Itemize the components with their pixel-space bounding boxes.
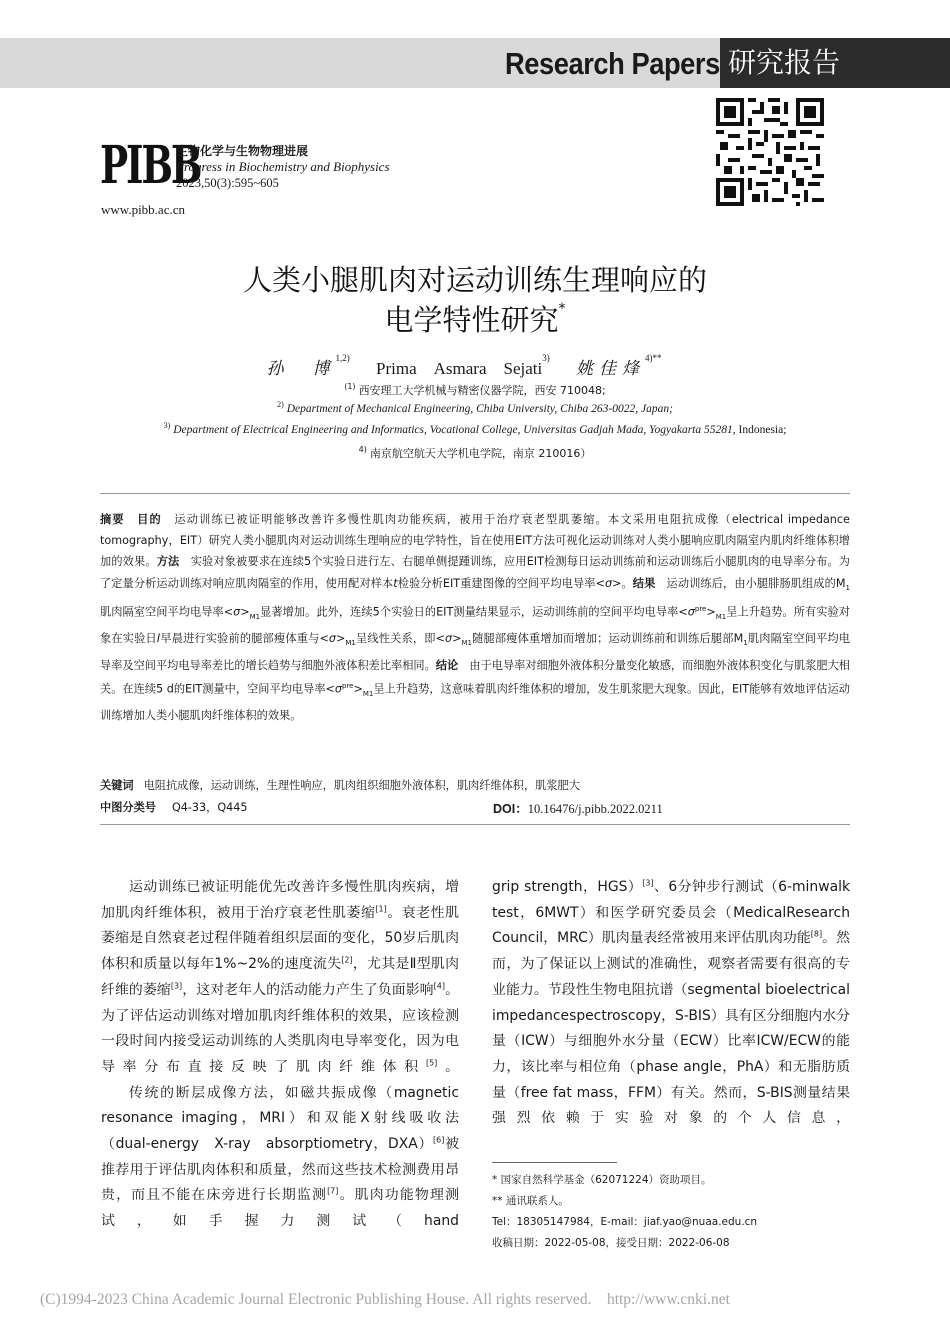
- qr-code-icon: [716, 98, 824, 206]
- abstract-results: 早晨进行实验前的腿部瘦体重与<: [160, 632, 329, 646]
- body-text: （magnetic resonance imaging，MRI）和双能X射线: [101, 1084, 459, 1127]
- author-name: Prima Asmara Sejati: [376, 359, 543, 378]
- body-text: Research Council，MRC）肌肉量表经常被用来评: [492, 904, 850, 947]
- abstract-conclusion: 由于电导率对细胞外液体积分量变化敏感，而细胞外液体积变化与肌浆肥大相关。在连续5 d的EIT测量中，空间平均电导率<: [100, 658, 850, 696]
- copyright-notice: (C)1994-2023 China Academic Journal Electronic Publishing House. All rights reserved. http://www.cnki.net: [40, 1291, 730, 1308]
- body-paragraph: [101, 1081, 473, 1235]
- body-text: 的能力，该比率与相位角（phase angle，PhA）和: [492, 1033, 850, 1075]
- body-text: 。肌肉功能物理测试，如手握力测试（hand: [101, 1187, 459, 1230]
- paper-title-line2: [0, 298, 950, 339]
- body-text: walk test，6MWT）和医学研究委员会（Medical: [492, 879, 850, 921]
- abstract-superscript: pre: [342, 681, 354, 690]
- affiliation: [0, 382, 950, 398]
- affiliation: [0, 400, 950, 415]
- abstract-symbol: σ: [444, 632, 453, 646]
- body-text: 层面的变化，50岁后肌肉体积和质量以每年1%~: [101, 930, 459, 973]
- abstract-divider-bottom: [100, 824, 850, 825]
- clc-label: 中图分类号: [100, 801, 156, 814]
- citation[interactable]: [8]: [810, 929, 823, 939]
- citation[interactable]: [3]: [170, 981, 183, 991]
- author-affiliation-mark: 1,2): [335, 353, 350, 364]
- footnote-contact[interactable]: Tel：18305147984，E-mail：jiaf.yao@nuaa.edu.cn: [492, 1216, 758, 1228]
- body-text: 缩: [360, 904, 376, 921]
- footnote-funding: * 国家自然科学基金（62071224）资助项目。: [492, 1174, 712, 1186]
- body-text: 评估运动训练对增加肌肉纤维体积的效果，应该检: [129, 1007, 446, 1024]
- body-text: 些技术检测费用昂贵，而且不能在床旁进行长期监: [101, 1161, 459, 1204]
- body-text: spectroscopy，S-BIS）具有区分细胞内水分量: [492, 1007, 850, 1050]
- body-text: 。: [437, 1058, 459, 1075]
- body-text: 无脂肪质量（free fat mass，FFM）有关。然而，: [492, 1058, 850, 1101]
- body-column-right: [492, 875, 850, 1132]
- footnote-dates: 收稿日期：2022-05-08，接受日期：2022-06-08: [492, 1237, 730, 1249]
- abstract-results: 显著增加。此外，连续5个实验日的EIT测量结果显示，运动训练前的空间平均电导率<: [260, 605, 688, 619]
- abstract-subscript: M1: [362, 689, 374, 698]
- abstract-results: 呈上升趋势。所有实验对象在实验日: [100, 605, 850, 646]
- abstract-methods: 检验分析EIT重建图像的空间平均电导率<: [397, 576, 605, 590]
- body-text: DXA）: [388, 1136, 434, 1153]
- abstract-results: 肌肉隔室空间平均电导率<: [100, 605, 234, 619]
- abstract-subscript: M1: [715, 613, 727, 622]
- abstract-methods: 实验对象被要求在连续5个实验日进行左、右腿单侧提踵训练，应用EIT检测每日运动训练前和运动训练后小腿肌肉的电导率分布。为了定量分析运动训练对响应肌肉隔室的作用，使用配对样本: [100, 555, 850, 590]
- keywords-text: 电阻抗成像，运动训练，生理性响应，肌肉组织细胞外液体积，肌肉纤维体积，肌浆肥大: [143, 779, 580, 792]
- affiliation-text: Department of Mechanical Engineering, Chiba University, Chiba 263-0022, Japan;: [286, 403, 673, 415]
- keywords: [100, 777, 850, 793]
- affiliation-number: 3): [163, 421, 171, 430]
- paper-title-text: 电学特性研究: [384, 303, 559, 337]
- abstract-subscript: M1: [345, 639, 356, 648]
- classification-number: [100, 799, 248, 815]
- affiliation: [0, 421, 950, 436]
- section-label-zh: 研究报告: [728, 46, 841, 79]
- body-text: 测: [311, 1187, 328, 1204]
- body-text: 测一段时间内接受运动训练的人类肌肉电导率变: [101, 1007, 459, 1050]
- affiliation: [0, 445, 950, 461]
- author-affiliation-mark: 4)**: [644, 353, 662, 364]
- body-text: 吸收法 （dual-energy X-ray absorptiometry，: [101, 1110, 473, 1153]
- citation[interactable]: [4]: [433, 981, 445, 991]
- citation[interactable]: [5]: [425, 1058, 438, 1068]
- author-name: 姚佳烽: [575, 359, 645, 379]
- body-text: 性，观察者需要有很高的专业能力。节段性生物电: [492, 956, 850, 998]
- body-text: S-BIS测量结果强烈依赖于实验对象的个人信息，: [492, 1084, 850, 1127]
- body-text: 这对老年人的活动能力产生了负面影响: [196, 981, 434, 998]
- abstract-purpose: 运动训练已被证明能够改善许多慢性肌肉功能疾病，被用于治疗衰老型肌萎缩。本文采用电阻抗成像（electrical impedance tomography，EIT）研究人类小腿肌肉对运动训练生理响应的电学特性，旨在使用EIT方法可视化运动训练对人类小腿响应肌肉隔室内肌肉纤维体积增加的效果。: [100, 513, 850, 569]
- abstract-results: 随腿部瘦体重增加而增加；运动训练前和训练后腿部M: [471, 632, 744, 646]
- body-text: 。为了: [101, 981, 459, 1024]
- affiliation-text: 西安理工大学机械与精密仪器学院，西安 710048;: [358, 384, 606, 397]
- title-footnote-mark: *: [558, 301, 566, 318]
- keywords-label: 关键词: [100, 779, 134, 792]
- abstract-symbol: σ: [604, 576, 613, 590]
- abstract-label: 摘要: [100, 513, 125, 526]
- body-text: 阻抗谱（segmental bioelectrical impedance: [492, 981, 850, 1024]
- author-name: 孙 博: [266, 359, 336, 379]
- abstract-methods: >。: [612, 576, 633, 590]
- citation[interactable]: [2]: [341, 955, 353, 965]
- affiliation-text: Department of Electrical Engineering and Informatics, Vocational College, Universitas Gadjah Mada, Yogyakarta 55281: [173, 424, 733, 436]
- body-text: 。衰老性肌萎缩是自然衰老过程伴随着组织: [101, 904, 459, 947]
- abstract-symbol: σ: [334, 682, 342, 696]
- abstract-results: 运动训练后，由小腿腓肠肌组成的M: [666, 576, 846, 590]
- affiliation-number: (1): [344, 382, 356, 391]
- affiliation-country: , Indonesia;: [732, 424, 787, 436]
- abstract-purpose-label: 目的: [137, 513, 162, 526]
- body-text: ，尤其是Ⅱ型肌肉纤维的萎缩: [101, 956, 459, 998]
- footnote-corresponding: ** 通讯联系人。: [492, 1195, 569, 1207]
- abstract: 摘要 目的 运动训练已被证明能够改善许多慢性肌肉功能疾病，被用于治疗衰老型肌萎缩。本文采用电阻抗成像（electrical impedance tomography，EIT）研究人类小腿肌肉对运动训练生理响应的电学特性，旨在使用EIT方法可视化运动训练对人类小腿响应肌肉隔室内肌肉纤维体积增加的效果。方法 实验对象被要求在连续5个实验日进行左、右腿单侧提踵训练，应用EIT检测每日运动训练前和运动训练后小腿肌肉的电导率分布。为了定量分析运动训练对响应肌肉隔室的作用，使用配对样本t检验分析EIT重建图像的空间平均电导率<σ>。结果 运动训练后，由小腿腓肠肌组成的$M_1$肌肉隔室空间平均电导率$<\sigma>_{M1}$显著增加。此外，连续5个实验日的EIT测量结果显示，运动训练前的空间平均电导率$<\sigma^{pre}>_{M1}$呈上升趋势。所有实验对象在实验日I早晨进行实验前的腿部瘦体重与$<\sigma>_{M1}$呈线性关系，即$<\sigma>_{M1}$随腿部瘦体重增加而增加；运动训练前和训练后腿部$M_1$肌肉隔室空间平均电导率及空间平均电导率差比的增长趋势与细胞外液体积差比率相同。结论 由于电导率对细胞外液体积分量变化敏感，而细胞外液体积变化与肌浆肥大相关。在连续5 d的EIT测量中，空间平均电导率$<\sigma^{pre}>_{M1}$呈上升趋势，这意味着肌肉纤维体积的增加，发生肌浆肥大现象。因此，EIT能够有效地评估运动训练增加人类小腿肌肉纤维体积的效果。: [100, 513, 851, 723]
- author-list: [0, 354, 950, 379]
- abstract-symbol: σ: [687, 605, 695, 619]
- body-text: 传统的断层成像方法，如磁共振成像: [129, 1084, 379, 1101]
- abstract-superscript: pre: [694, 605, 707, 614]
- footnote-divider: [492, 1162, 617, 1163]
- abstract-conclusion-label: 结论: [435, 658, 459, 672]
- citation[interactable]: [7]: [327, 1186, 339, 1196]
- doi-label: DOI：: [493, 802, 528, 816]
- abstract-divider-top: [100, 493, 850, 494]
- body-text: （ICW）与细胞外水分量（ECW）比率ICW/ECW: [506, 1033, 821, 1050]
- body-column-left: [101, 875, 473, 1235]
- abstract-subscript: 1: [845, 583, 850, 592]
- abstract-subscript: M1: [249, 613, 261, 622]
- abstract-subscript: 1: [743, 639, 748, 648]
- section-label-en: Research Papers: [505, 46, 720, 81]
- journal-name-en: Progress in Biochemistry and Biophysics: [176, 159, 390, 174]
- abstract-conclusion: 呈上升趋势，这意味着肌肉纤维体积的增加，发生肌浆肥大现象。因此，EIT能够有效地评估运动训练增加人类小腿肌肉纤维体积的效果。: [100, 682, 850, 723]
- body-text: ，: [182, 981, 197, 998]
- abstract-results: 呈线性关系，即<: [355, 632, 445, 646]
- body-text: 被推荐用于评估肌肉体积和质量，然而这: [101, 1136, 459, 1178]
- paper-title-line1: 人类小腿肌肉对运动训练生理响应的: [242, 263, 707, 297]
- journal-logo: PIBB: [100, 135, 201, 196]
- abstract-subscript: M1: [461, 639, 472, 648]
- affiliation-number: 4): [358, 445, 367, 454]
- abstract-results-label: 结果: [632, 576, 656, 590]
- body-paragraph: [492, 875, 850, 1132]
- body-text: 2%的速度流失: [248, 956, 342, 973]
- citation[interactable]: [3]: [642, 878, 654, 888]
- body-text: 、6分钟步行测试（6-min: [653, 879, 819, 895]
- affiliation-number: 2): [277, 400, 284, 409]
- abstract-symbol: I: [156, 632, 161, 646]
- citation[interactable]: [6]: [433, 1135, 445, 1145]
- abstract-methods-label: 方法: [156, 555, 180, 569]
- journal-name-zh: 生物化学与生物物理进展: [176, 144, 309, 158]
- body-text: 病，增加肌肉纤维体积，被用于治疗衰老性肌萎: [101, 879, 459, 921]
- abstract-results: 肌肉隔室空间平均电导率及空间平均电导率差比的增长趋势与细胞外液体积差比率相同。: [100, 632, 851, 672]
- body-text: 。然而，为了保证以上测试的准确: [492, 930, 850, 973]
- abstract-symbol: t: [393, 576, 398, 590]
- journal-volume: 2023,50(3):595~605: [176, 176, 279, 190]
- doi[interactable]: [493, 799, 663, 817]
- body-text: 运动训练已被证明能优先改善许多慢性肌肉疾: [129, 879, 417, 895]
- doi-text: 10.16476/j.pibb.2022.0211: [527, 802, 663, 816]
- journal-website[interactable]: www.pibb.ac.cn: [101, 202, 185, 217]
- body-text: 估肌肉功能: [741, 930, 811, 947]
- abstract-symbol: σ: [328, 632, 336, 646]
- body-paragraph: [101, 875, 459, 1081]
- body-text: 化，因为电导率分布直接反映了肌肉纤维体积: [101, 1033, 459, 1075]
- citation[interactable]: [1]: [375, 904, 387, 914]
- author-affiliation-mark: 3): [542, 353, 550, 364]
- affiliation-text: 南京航空航天大学机电学院，南京 210016）: [369, 447, 592, 460]
- abstract-symbol: σ: [233, 605, 241, 619]
- clc-text: Q4-33，Q445: [171, 801, 248, 814]
- body-text: grip strength，HGS）: [492, 879, 643, 895]
